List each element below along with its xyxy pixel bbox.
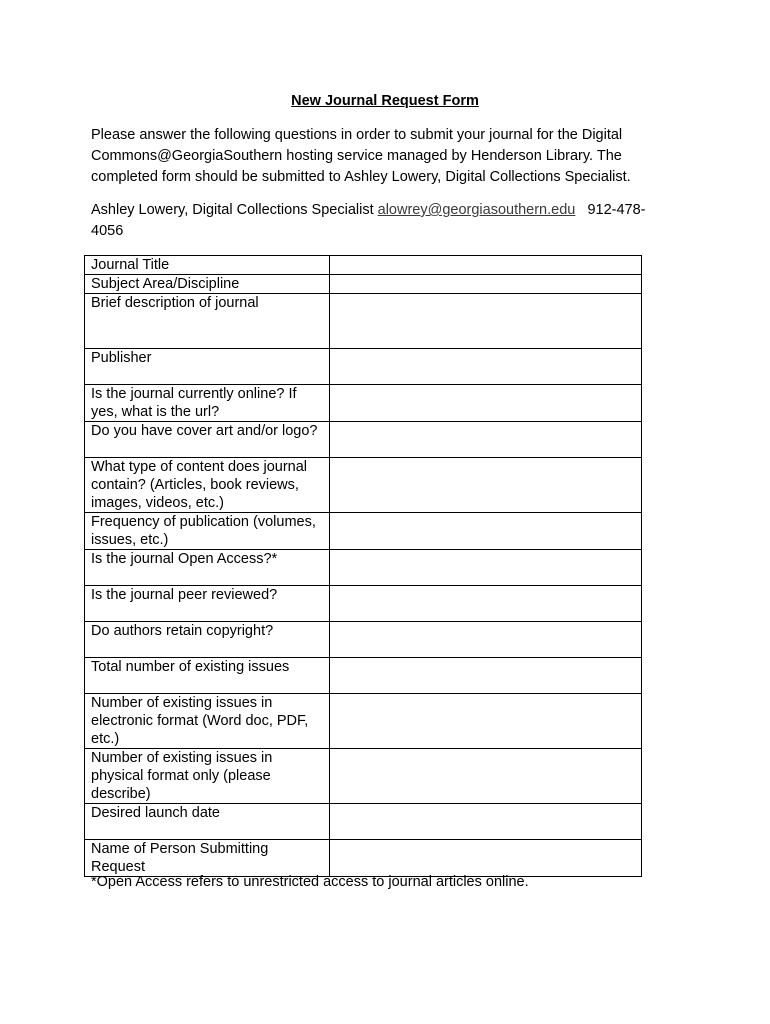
answer-cell[interactable] (330, 622, 642, 658)
table-row (85, 513, 642, 550)
question-cell: Do authors retain copyright? (85, 622, 330, 658)
table-row (85, 749, 642, 804)
contact-name: Ashley Lowery, Digital Collections Specialist (91, 202, 374, 218)
table-row (85, 349, 642, 385)
question-cell: Total number of existing issues (85, 658, 330, 694)
table-row (85, 658, 642, 694)
answer-cell[interactable] (330, 422, 642, 458)
table-row (85, 458, 642, 513)
contact-email-link[interactable]: alowrey@georgiasouthern.edu (377, 202, 576, 218)
answer-cell[interactable] (330, 349, 642, 385)
answer-cell[interactable] (330, 513, 642, 550)
table-row (85, 550, 642, 586)
answer-cell[interactable] (330, 256, 642, 275)
intro-paragraph: Please answer the following questions in order to submit your journal for the Digital Commons@GeorgiaSouthern hosting service managed by Henderson Library. The completed form should be submitted to Ashley Lowery, Digital Collections Specialist. (91, 127, 631, 185)
answer-cell[interactable] (330, 458, 642, 513)
table-row (85, 622, 642, 658)
table-row (85, 256, 642, 275)
question-cell: Do you have cover art and/or logo? (85, 422, 330, 458)
open-access-footnote: *Open Access refers to unrestricted access to journal articles online. (91, 874, 529, 890)
answer-cell[interactable] (330, 294, 642, 349)
answer-cell[interactable] (330, 550, 642, 586)
page-title: New Journal Request Form (291, 93, 479, 109)
contact-phone: 912-478-4056 (91, 202, 646, 239)
answer-cell[interactable] (330, 749, 642, 804)
answer-cell[interactable] (330, 804, 642, 840)
question-cell: Desired launch date (85, 804, 330, 840)
answer-cell[interactable] (330, 694, 642, 749)
table-row (85, 586, 642, 622)
question-cell: Subject Area/Discipline (85, 275, 330, 294)
question-cell: What type of content does journal contain? (Articles, book reviews, images, videos, etc.) (85, 458, 330, 513)
request-form-table (84, 255, 642, 877)
question-cell: Journal Title (85, 256, 330, 275)
contact-line (91, 200, 676, 242)
question-cell: Is the journal currently online? If yes, what is the url? (85, 385, 330, 422)
table-row (85, 694, 642, 749)
question-cell: Name of Person Submitting Request (85, 840, 330, 877)
answer-cell[interactable] (330, 385, 642, 422)
question-cell: Frequency of publication (volumes, issues, etc.) (85, 513, 330, 550)
question-cell: Is the journal peer reviewed? (85, 586, 330, 622)
answer-cell[interactable] (330, 658, 642, 694)
table-row (85, 804, 642, 840)
question-cell: Is the journal Open Access?* (85, 550, 330, 586)
table-row (85, 275, 642, 294)
table-row (85, 294, 642, 349)
question-cell: Brief description of journal (85, 294, 330, 349)
answer-cell[interactable] (330, 586, 642, 622)
table-row (85, 385, 642, 422)
table-row (85, 840, 642, 877)
question-cell: Number of existing issues in physical format only (please describe) (85, 749, 330, 804)
question-cell: Publisher (85, 349, 330, 385)
answer-cell[interactable] (330, 275, 642, 294)
answer-cell[interactable] (330, 840, 642, 877)
question-cell: Number of existing issues in electronic format (Word doc, PDF, etc.) (85, 694, 330, 749)
table-row (85, 422, 642, 458)
